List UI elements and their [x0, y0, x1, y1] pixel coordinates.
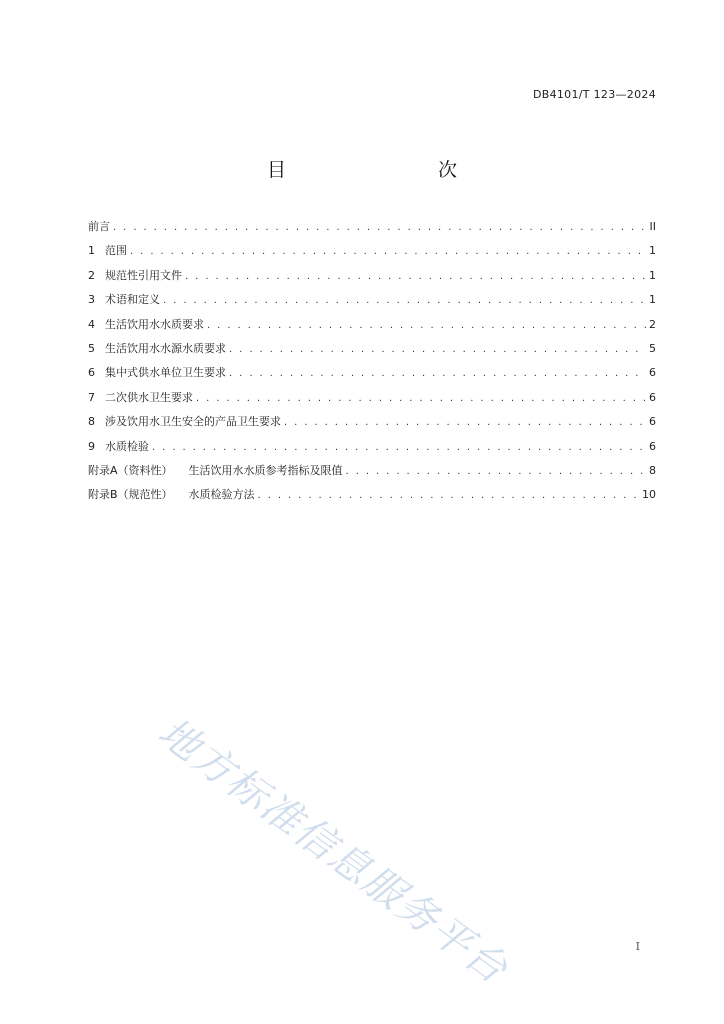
toc-entry-page: 8 — [649, 463, 656, 477]
toc-entry-page: II — [649, 220, 656, 233]
toc-annex-id: 附录A（资料性） — [88, 463, 173, 477]
toc-entry-label: 术语和定义 — [105, 293, 160, 307]
toc-entry-number: 4 — [88, 317, 95, 331]
table-of-contents — [88, 218, 656, 511]
toc-leader-dots — [152, 442, 646, 453]
toc-leader-dots — [113, 222, 647, 233]
toc-leader-dots — [196, 393, 646, 404]
toc-entry-page: 6 — [649, 366, 656, 380]
page-number: I — [635, 940, 640, 953]
toc-entry-centralized-supply-hygiene[interactable] — [88, 364, 656, 388]
toc-annex-id: 附录B（规范性） — [88, 488, 173, 502]
toc-entry-number: 1 — [88, 244, 95, 258]
toc-entry-number: 3 — [88, 293, 95, 307]
toc-entry-label: 范围 — [105, 244, 127, 258]
toc-entry-label: 生活饮用水水质要求 — [105, 317, 204, 331]
toc-leader-dots — [346, 466, 646, 477]
toc-entry-number: 5 — [88, 341, 95, 355]
toc-entry-label: 前言 — [88, 220, 110, 233]
toc-leader-dots — [130, 246, 646, 257]
toc-entry-page: 10 — [642, 488, 656, 502]
toc-entry-water-quality-requirements[interactable] — [88, 316, 656, 340]
toc-entry-page: 5 — [649, 341, 656, 355]
toc-entry-number: 9 — [88, 439, 95, 453]
toc-entry-water-testing[interactable] — [88, 438, 656, 462]
toc-entry-foreword[interactable] — [88, 218, 656, 242]
toc-entry-product-hygiene[interactable] — [88, 413, 656, 437]
toc-entry-page: 2 — [649, 317, 656, 331]
watermark: 地方标准信息服务平台 — [149, 709, 517, 994]
toc-entry-secondary-supply-hygiene[interactable] — [88, 389, 656, 413]
toc-entry-number: 7 — [88, 390, 95, 404]
toc-entry-normative-references[interactable] — [88, 267, 656, 291]
toc-leader-dots — [284, 417, 646, 428]
toc-entry-label: 涉及饮用水卫生安全的产品卫生要求 — [105, 415, 281, 429]
toc-entry-number: 8 — [88, 415, 95, 429]
toc-leader-dots — [258, 490, 639, 501]
toc-title: 目 次 — [266, 159, 495, 181]
toc-leader-dots — [185, 271, 646, 282]
toc-entry-label: 二次供水卫生要求 — [105, 390, 193, 404]
toc-entry-page: 1 — [649, 268, 656, 282]
toc-leader-dots — [163, 295, 646, 306]
toc-entry-terms-definitions[interactable] — [88, 291, 656, 315]
toc-entry-annex-a[interactable] — [88, 462, 656, 486]
toc-leader-dots — [207, 320, 646, 331]
toc-entry-label: 生活饮用水水质参考指标及限值 — [188, 463, 343, 477]
toc-entry-page: 1 — [649, 244, 656, 258]
toc-leader-dots — [229, 368, 646, 379]
toc-entry-page: 6 — [649, 390, 656, 404]
document-code: DB4101/T 123—2024 — [532, 88, 656, 101]
toc-entry-number: 2 — [88, 268, 95, 282]
toc-entry-label: 水质检验方法 — [188, 488, 255, 502]
toc-entry-label: 集中式供水单位卫生要求 — [105, 366, 226, 380]
toc-entry-scope[interactable] — [88, 242, 656, 266]
toc-leader-dots — [229, 344, 646, 355]
toc-entry-label: 生活饮用水水源水质要求 — [105, 341, 226, 355]
toc-entry-page: 1 — [649, 293, 656, 307]
toc-entry-page: 6 — [649, 439, 656, 453]
toc-entry-annex-b[interactable] — [88, 486, 656, 510]
toc-entry-label: 规范性引用文件 — [105, 268, 182, 282]
toc-entry-number: 6 — [88, 366, 95, 380]
toc-entry-label: 水质检验 — [105, 439, 149, 453]
toc-entry-page: 6 — [649, 415, 656, 429]
toc-entry-source-water-requirements[interactable] — [88, 340, 656, 364]
